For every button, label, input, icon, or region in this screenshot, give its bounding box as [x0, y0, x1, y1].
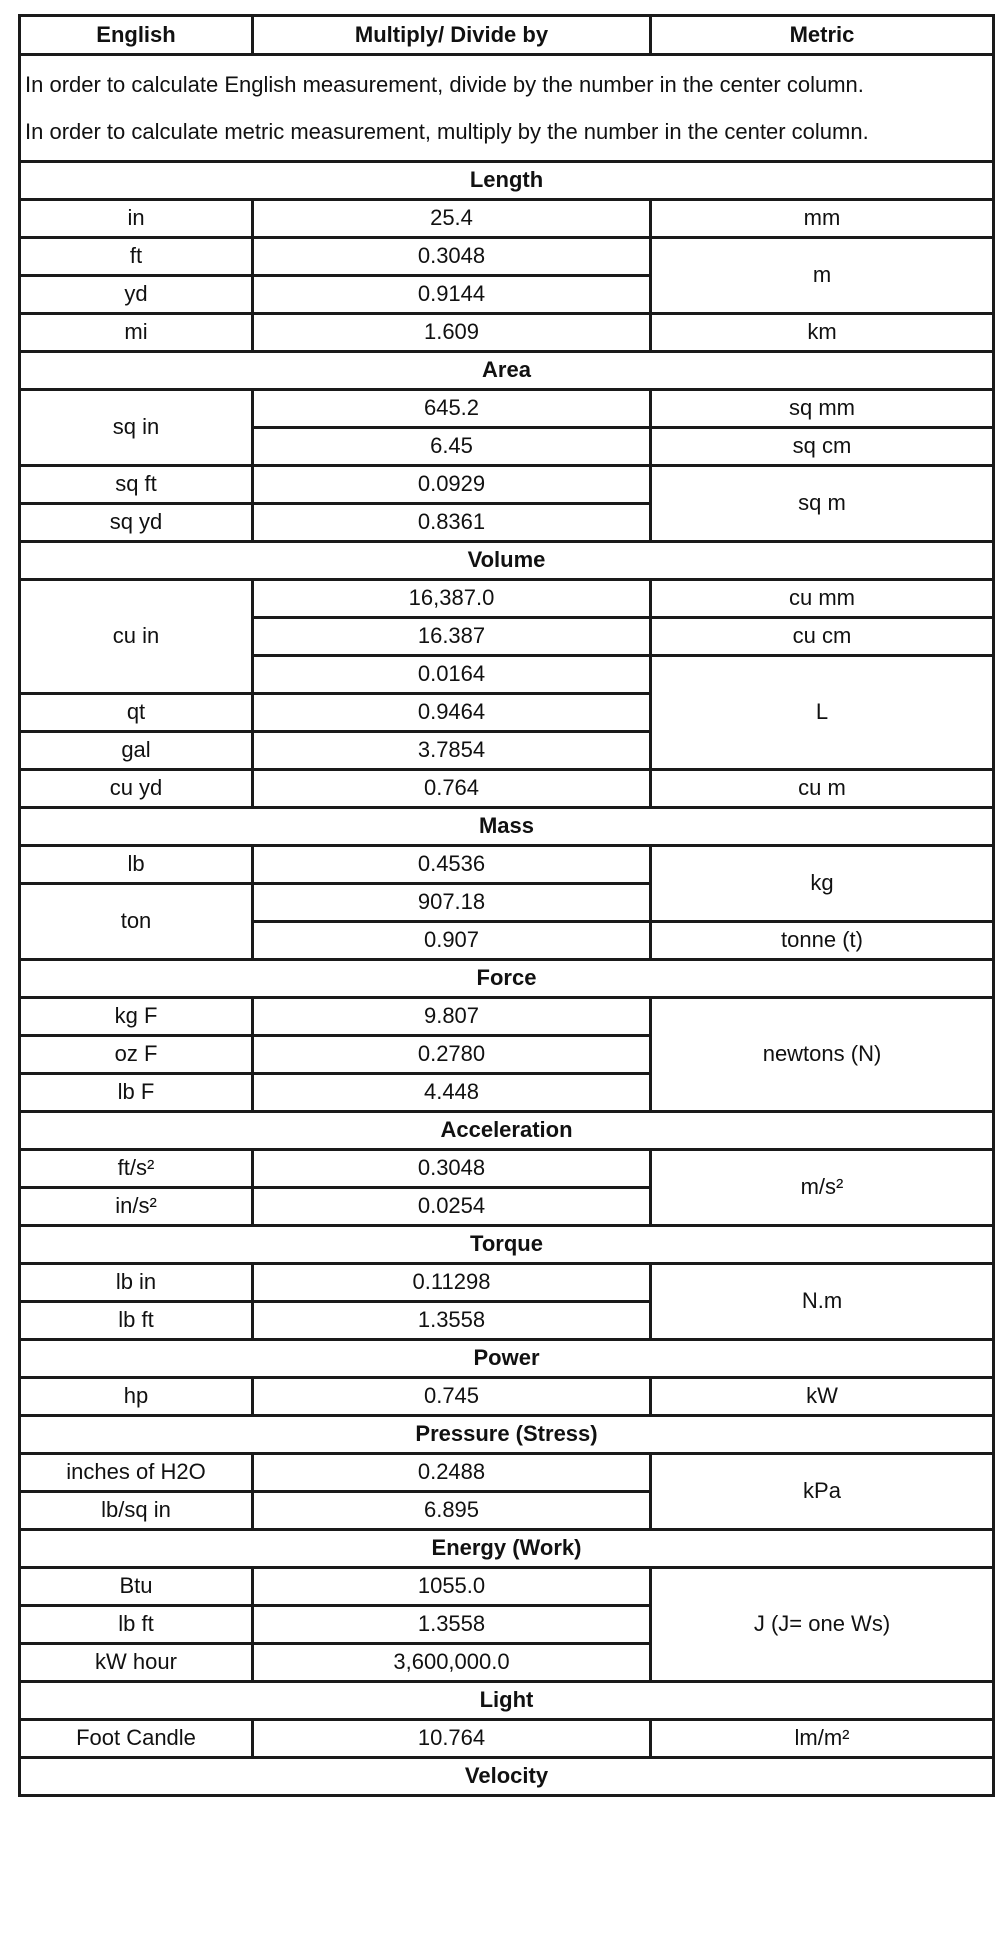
english-unit-cell: ton — [20, 884, 253, 960]
metric-unit-cell: L — [651, 656, 994, 770]
metric-unit-cell: mm — [651, 200, 994, 238]
metric-unit-cell: m/s² — [651, 1150, 994, 1226]
section-title-pressure: Pressure (Stress) — [20, 1416, 994, 1454]
factor-cell: 0.764 — [253, 770, 651, 808]
factor-cell: 0.745 — [253, 1378, 651, 1416]
english-unit-cell: qt — [20, 694, 253, 732]
metric-unit-cell: newtons (N) — [651, 998, 994, 1112]
metric-unit-cell: km — [651, 314, 994, 352]
factor-cell: 10.764 — [253, 1720, 651, 1758]
section-row-light — [20, 1682, 994, 1720]
english-unit-cell: lb F — [20, 1074, 253, 1112]
factor-cell: 0.11298 — [253, 1264, 651, 1302]
section-title-area: Area — [20, 352, 994, 390]
english-unit-cell: yd — [20, 276, 253, 314]
section-title-power: Power — [20, 1340, 994, 1378]
section-title-velocity: Velocity — [20, 1758, 994, 1796]
section-row-volume — [20, 542, 994, 580]
section-title-force: Force — [20, 960, 994, 998]
factor-cell: 16,387.0 — [253, 580, 651, 618]
english-unit-cell: cu yd — [20, 770, 253, 808]
english-unit-cell: sq in — [20, 390, 253, 466]
table-row — [20, 238, 994, 276]
section-title-volume: Volume — [20, 542, 994, 580]
metric-unit-cell: m — [651, 238, 994, 314]
factor-cell: 0.9464 — [253, 694, 651, 732]
section-title-mass: Mass — [20, 808, 994, 846]
factor-cell: 0.4536 — [253, 846, 651, 884]
instructions-row — [20, 55, 994, 162]
table-row — [20, 580, 994, 618]
table-row — [20, 1568, 994, 1606]
metric-unit-cell: tonne (t) — [651, 922, 994, 960]
header-factor: Multiply/ Divide by — [253, 16, 651, 55]
english-unit-cell: lb — [20, 846, 253, 884]
metric-unit-cell: lm/m² — [651, 1720, 994, 1758]
table-row — [20, 1720, 994, 1758]
english-unit-cell: Foot Candle — [20, 1720, 253, 1758]
english-unit-cell: in/s² — [20, 1188, 253, 1226]
metric-unit-cell: N.m — [651, 1264, 994, 1340]
table-row — [20, 846, 994, 884]
factor-cell: 6.895 — [253, 1492, 651, 1530]
section-row-pressure — [20, 1416, 994, 1454]
table-row — [20, 1454, 994, 1492]
factor-cell: 0.3048 — [253, 238, 651, 276]
header-english: English — [20, 16, 253, 55]
factor-cell: 25.4 — [253, 200, 651, 238]
metric-unit-cell: cu mm — [651, 580, 994, 618]
english-unit-cell: sq yd — [20, 504, 253, 542]
english-unit-cell: in — [20, 200, 253, 238]
english-unit-cell: kg F — [20, 998, 253, 1036]
instruction-metric: In order to calculate metric measurement, multiply by the number in the center column. — [25, 119, 869, 144]
table-row — [20, 390, 994, 428]
section-row-area — [20, 352, 994, 390]
section-title-acceleration: Acceleration — [20, 1112, 994, 1150]
english-unit-cell: cu in — [20, 580, 253, 694]
table-row — [20, 314, 994, 352]
factor-cell: 4.448 — [253, 1074, 651, 1112]
table-row — [20, 200, 994, 238]
english-unit-cell: oz F — [20, 1036, 253, 1074]
table-row — [20, 1264, 994, 1302]
metric-unit-cell: kPa — [651, 1454, 994, 1530]
english-unit-cell: ft/s² — [20, 1150, 253, 1188]
factor-cell: 9.807 — [253, 998, 651, 1036]
factor-cell: 0.9144 — [253, 276, 651, 314]
factor-cell: 1.3558 — [253, 1302, 651, 1340]
header-metric: Metric — [651, 16, 994, 55]
factor-cell: 0.907 — [253, 922, 651, 960]
unit-conversion-table — [18, 14, 995, 1797]
factor-cell: 1.3558 — [253, 1606, 651, 1644]
header-row — [20, 16, 994, 55]
section-row-velocity — [20, 1758, 994, 1796]
factor-cell: 3,600,000.0 — [253, 1644, 651, 1682]
english-unit-cell: lb ft — [20, 1302, 253, 1340]
factor-cell: 1055.0 — [253, 1568, 651, 1606]
table-row — [20, 770, 994, 808]
factor-cell: 0.0254 — [253, 1188, 651, 1226]
instructions-cell — [20, 55, 994, 162]
english-unit-cell: hp — [20, 1378, 253, 1416]
factor-cell: 0.0164 — [253, 656, 651, 694]
section-row-acceleration — [20, 1112, 994, 1150]
metric-unit-cell: kW — [651, 1378, 994, 1416]
factor-cell: 0.8361 — [253, 504, 651, 542]
english-unit-cell: lb/sq in — [20, 1492, 253, 1530]
section-row-torque — [20, 1226, 994, 1264]
section-title-torque: Torque — [20, 1226, 994, 1264]
section-row-length — [20, 162, 994, 200]
section-row-energy — [20, 1530, 994, 1568]
english-unit-cell: lb in — [20, 1264, 253, 1302]
instruction-english: In order to calculate English measurement, divide by the number in the center column. — [25, 71, 864, 97]
table-row — [20, 1378, 994, 1416]
metric-unit-cell: cu m — [651, 770, 994, 808]
metric-unit-cell: J (J= one Ws) — [651, 1568, 994, 1682]
factor-cell: 645.2 — [253, 390, 651, 428]
factor-cell: 3.7854 — [253, 732, 651, 770]
factor-cell: 907.18 — [253, 884, 651, 922]
english-unit-cell: gal — [20, 732, 253, 770]
english-unit-cell: inches of H2O — [20, 1454, 253, 1492]
table-row — [20, 466, 994, 504]
factor-cell: 0.2780 — [253, 1036, 651, 1074]
section-row-mass — [20, 808, 994, 846]
section-row-power — [20, 1340, 994, 1378]
section-title-length: Length — [20, 162, 994, 200]
metric-unit-cell: sq m — [651, 466, 994, 542]
factor-cell: 1.609 — [253, 314, 651, 352]
english-unit-cell: lb ft — [20, 1606, 253, 1644]
factor-cell: 0.2488 — [253, 1454, 651, 1492]
metric-unit-cell: sq cm — [651, 428, 994, 466]
section-title-energy: Energy (Work) — [20, 1530, 994, 1568]
english-unit-cell: sq ft — [20, 466, 253, 504]
metric-unit-cell: sq mm — [651, 390, 994, 428]
section-title-light: Light — [20, 1682, 994, 1720]
factor-cell: 16.387 — [253, 618, 651, 656]
section-row-force — [20, 960, 994, 998]
english-unit-cell: kW hour — [20, 1644, 253, 1682]
table-row — [20, 998, 994, 1036]
english-unit-cell: ft — [20, 238, 253, 276]
metric-unit-cell: kg — [651, 846, 994, 922]
metric-unit-cell: cu cm — [651, 618, 994, 656]
factor-cell: 0.0929 — [253, 466, 651, 504]
english-unit-cell: mi — [20, 314, 253, 352]
factor-cell: 6.45 — [253, 428, 651, 466]
english-unit-cell: Btu — [20, 1568, 253, 1606]
factor-cell: 0.3048 — [253, 1150, 651, 1188]
table-row — [20, 1150, 994, 1188]
